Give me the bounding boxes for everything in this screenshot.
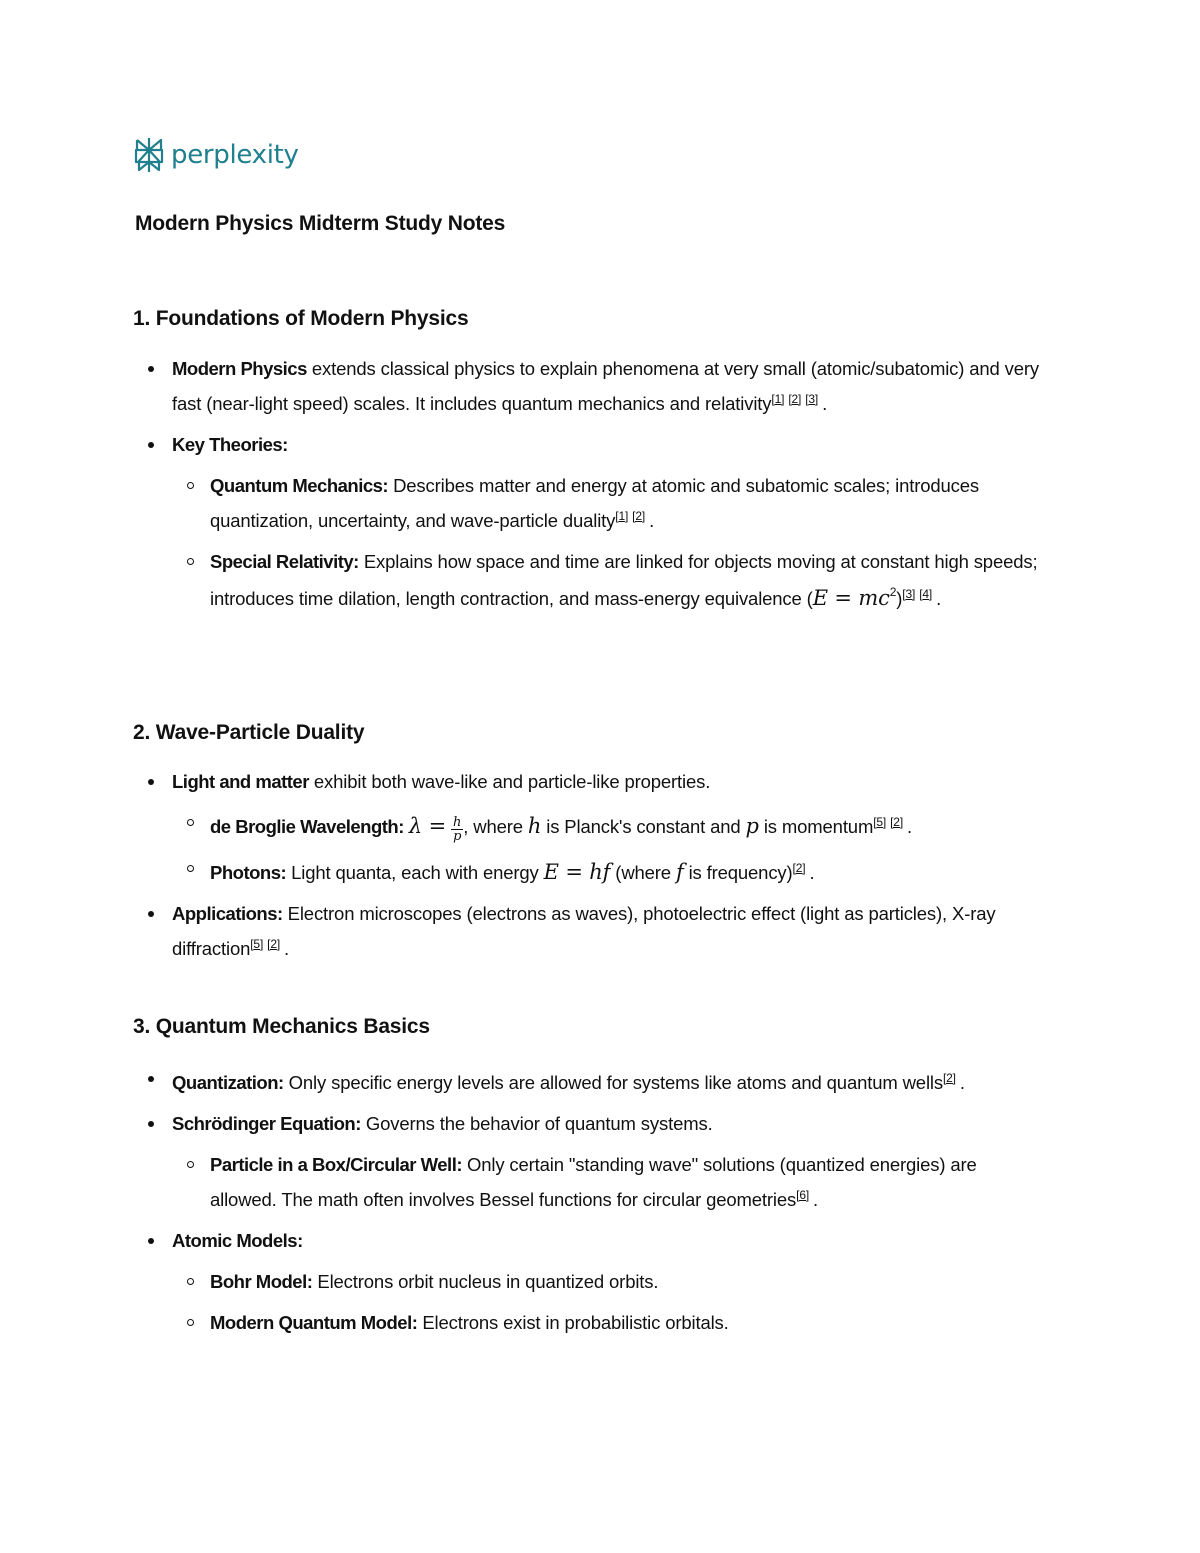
sub-list-item: Photons: Light quanta, each with energy E = hf (where f is frequency)[2] . [210, 853, 1040, 888]
section-heading: 3. Quantum Mechanics Basics [133, 1015, 430, 1038]
math-variable: f [675, 860, 684, 884]
item-term: Modern Quantum Model: [210, 1312, 418, 1333]
item-term: Special Relativity: [210, 551, 359, 572]
item-text: (where [610, 862, 676, 883]
citation-link[interactable]: [2] [788, 392, 802, 406]
item-text: is Planck's constant and [541, 816, 746, 837]
item-term: Bohr Model: [210, 1271, 313, 1292]
item-term: de Broglie Wavelength: [210, 816, 404, 837]
brand-logo[interactable] [133, 136, 299, 174]
citation-link[interactable]: [3] [805, 392, 819, 406]
citation-link[interactable]: [4] [919, 587, 933, 601]
item-term: Particle in a Box/Circular Well: [210, 1154, 462, 1175]
item-term: Quantum Mechanics: [210, 475, 389, 496]
item-text: exhibit both wave-like and particle-like properties. [308, 771, 711, 792]
item-text: ) [896, 588, 903, 609]
document-title: Modern Physics Midterm Study Notes [135, 212, 506, 235]
item-text: Only certain "standing wave" solutions (quantized energies) are allowed. The math often involves Bessel functions for circular geometries [210, 1154, 977, 1210]
math-formula: λ = [408, 814, 447, 838]
list-item [172, 766, 1062, 888]
section-heading: 2. Wave-Particle Duality [133, 721, 365, 744]
sub-list [172, 470, 1040, 614]
section-2-list [172, 766, 1062, 974]
sub-list-item: Particle in a Box/Circular Well: Only certain "standing wave" solutions (quantized energies) are allowed. The math often involves Bessel functions for circular geometries[6] . [210, 1149, 1040, 1215]
item-term: Quantization: [172, 1072, 284, 1093]
fraction-denominator: p [453, 829, 462, 844]
item-term: Modern Physics [172, 358, 307, 379]
item-text: is momentum [758, 816, 874, 837]
sub-list [172, 807, 1040, 888]
list-item: Modern Physics extends classical physics to explain phenomena at very small (atomic/subatomic) and very fast (near-light speed) scales. It includes quantum mechanics and relativity[1] [2] [3] . [172, 353, 1062, 419]
fraction-numerator: h [453, 815, 462, 830]
item-text: Explains how space and time are linked for objects moving at constant high speeds; introduces time dilation, length contraction, and mass-energy equivalence ( [210, 551, 1038, 609]
math-variable: h [527, 814, 542, 838]
item-term: Schrödinger Equation: [172, 1113, 361, 1134]
list-item: Applications: Electron microscopes (electrons as waves), photoelectric effect (light as particles), X-ray diffraction[5] [2] . [172, 898, 1062, 964]
math-fraction [451, 816, 463, 843]
item-text: Only specific energy levels are allowed for systems like atoms and quantum wells [283, 1072, 943, 1093]
math-exponent: 2 [889, 585, 897, 599]
citation-link[interactable]: [2] [267, 937, 281, 951]
citation-link[interactable]: [5] [873, 815, 887, 829]
item-text: Light quanta, each with energy [286, 862, 544, 883]
brand-name: perplexity [171, 140, 299, 170]
list-item [172, 1225, 1062, 1338]
citation-link[interactable]: [2] [792, 861, 806, 875]
citation-link[interactable]: [1] [615, 509, 629, 523]
perplexity-logo-icon [133, 136, 165, 174]
citation-link[interactable]: [2] [942, 1071, 956, 1085]
citation-link[interactable]: [2] [890, 815, 904, 829]
sub-list-item [210, 1307, 1040, 1338]
item-term: Photons: [210, 862, 287, 883]
sub-list-item [210, 1266, 1040, 1297]
citation-link[interactable]: [5] [250, 937, 264, 951]
item-text: Electrons exist in probabilistic orbitals. [417, 1312, 729, 1333]
item-text: extends classical physics to explain phenomena at very small (atomic/subatomic) and very fast (near-light speed) scales. It includes quantum mechanics and relativity [172, 358, 1040, 414]
item-term: Key Theories: [172, 434, 288, 455]
section-3-list [172, 1063, 1062, 1348]
sub-list [172, 1266, 1040, 1338]
math-formula: E = hf [543, 860, 611, 884]
math-formula: E = mc [812, 586, 890, 610]
citation-link[interactable]: [6] [796, 1188, 810, 1202]
section-heading: 1. Foundations of Modern Physics [133, 307, 469, 330]
item-text: , where [463, 816, 528, 837]
item-text: Electron microscopes (electrons as waves), photoelectric effect (light as particles), X-ray diffraction [172, 903, 996, 959]
sub-list-item: de Broglie Wavelength: λ = $\frac{h}{p}$ , where h is Planck's constant and p is momentum[5] [2] . [210, 807, 1040, 843]
math-variable: p [745, 814, 759, 838]
item-text: Describes matter and energy at atomic and subatomic scales; introduces quantization, uncertainty, and wave-particle duality [210, 475, 979, 531]
item-text: Governs the behavior of quantum systems. [360, 1113, 713, 1134]
item-term: Atomic Models: [172, 1230, 303, 1251]
citation-link[interactable]: [3] [902, 587, 916, 601]
sub-list-item: Special Relativity: Explains how space and time are linked for objects moving at constant high speeds; introduces time dilation, length contraction, and mass-energy equivalence $(E = mc^2)[3] [4]$ . [210, 546, 1040, 614]
section-1-list [172, 353, 1062, 624]
item-text: is frequency) [683, 862, 793, 883]
citation-link[interactable]: [1] [771, 392, 785, 406]
list-item [172, 1108, 1062, 1215]
item-term: Light and matter [172, 771, 309, 792]
citation-link[interactable]: [2] [632, 509, 646, 523]
item-text: Electrons orbit nucleus in quantized orbits. [312, 1271, 659, 1292]
sub-list-item: Quantum Mechanics: Describes matter and energy at atomic and subatomic scales; introduces quantization, uncertainty, and wave-particle duality[1] [2] . [210, 470, 1040, 536]
list-item: Quantization: Only specific energy levels are allowed for systems like atoms and quantum wells[2] . [172, 1063, 1062, 1098]
list-item [172, 429, 1062, 614]
item-term: Applications: [172, 903, 283, 924]
sub-list [172, 1149, 1040, 1215]
